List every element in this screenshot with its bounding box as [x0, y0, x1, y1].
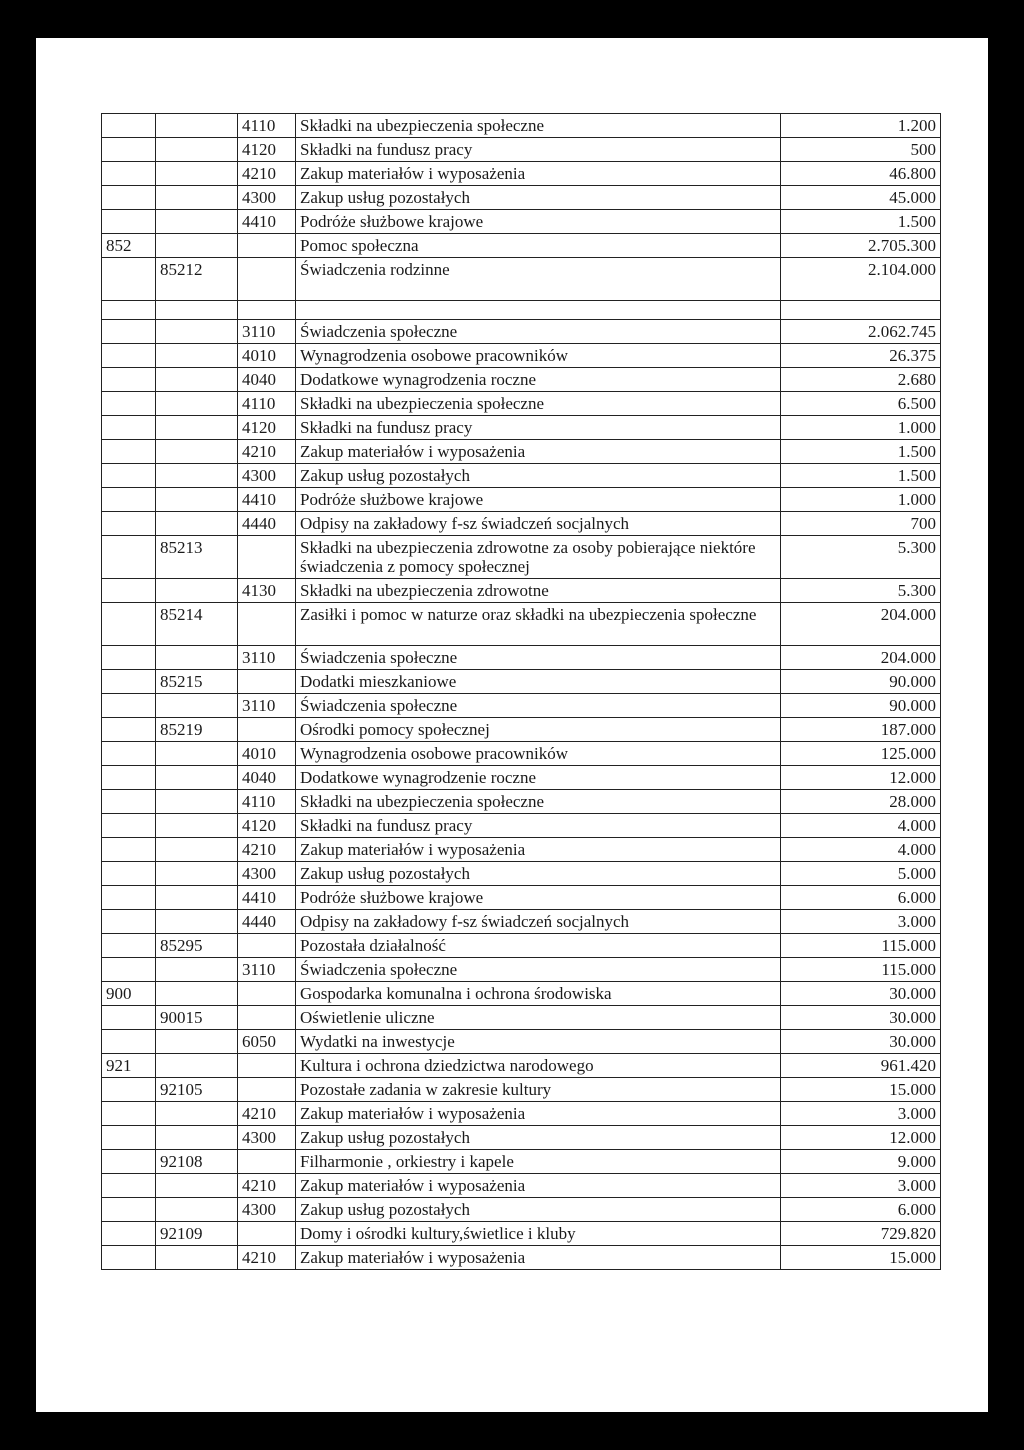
rozdzial-cell	[156, 392, 238, 416]
table-row	[102, 258, 941, 301]
amount-cell: 46.800	[781, 162, 941, 186]
amount-cell: 961.420	[781, 1054, 941, 1078]
rozdzial-cell: 85219	[156, 718, 238, 742]
table-row	[102, 1126, 941, 1150]
dzial-cell	[102, 138, 156, 162]
rozdzial-cell	[156, 210, 238, 234]
name-cell: Składki na ubezpieczenia społeczne	[296, 114, 781, 138]
rozdzial-cell: 85214	[156, 603, 238, 646]
rozdzial-cell: 85213	[156, 536, 238, 579]
paragraf-cell: 4300	[238, 186, 296, 210]
amount-cell: 1.000	[781, 416, 941, 440]
amount-cell: 2.680	[781, 368, 941, 392]
table-row	[102, 886, 941, 910]
table-row	[102, 1102, 941, 1126]
paragraf-cell: 3110	[238, 694, 296, 718]
amount-cell: 1.200	[781, 114, 941, 138]
rozdzial-cell	[156, 1126, 238, 1150]
rozdzial-cell	[156, 138, 238, 162]
dzial-cell	[102, 1030, 156, 1054]
name-cell: Składki na ubezpieczenia społeczne	[296, 790, 781, 814]
table-row	[102, 862, 941, 886]
rozdzial-cell	[156, 1102, 238, 1126]
dzial-cell	[102, 603, 156, 646]
paragraf-cell: 4210	[238, 838, 296, 862]
dzial-cell	[102, 301, 156, 320]
rozdzial-cell	[156, 862, 238, 886]
table-row	[102, 301, 941, 320]
amount-cell: 3.000	[781, 910, 941, 934]
table-row	[102, 162, 941, 186]
table-row	[102, 579, 941, 603]
rozdzial-cell: 92105	[156, 1078, 238, 1102]
table-row	[102, 416, 941, 440]
dzial-cell: 900	[102, 982, 156, 1006]
table-row	[102, 464, 941, 488]
dzial-cell	[102, 766, 156, 790]
rozdzial-cell: 85215	[156, 670, 238, 694]
paragraf-cell: 4210	[238, 1174, 296, 1198]
name-cell: Świadczenia społeczne	[296, 646, 781, 670]
name-cell	[296, 301, 781, 320]
rozdzial-cell	[156, 766, 238, 790]
dzial-cell	[102, 646, 156, 670]
dzial-cell	[102, 258, 156, 301]
rozdzial-cell: 90015	[156, 1006, 238, 1030]
amount-cell: 5.000	[781, 862, 941, 886]
amount-cell: 4.000	[781, 814, 941, 838]
rozdzial-cell	[156, 488, 238, 512]
dzial-cell	[102, 1006, 156, 1030]
name-cell: Zakup usług pozostałych	[296, 186, 781, 210]
amount-cell: 15.000	[781, 1078, 941, 1102]
paragraf-cell: 4410	[238, 886, 296, 910]
dzial-cell	[102, 694, 156, 718]
amount-cell: 6.500	[781, 392, 941, 416]
table-row	[102, 1246, 941, 1270]
name-cell: Filharmonie , orkiestry i kapele	[296, 1150, 781, 1174]
name-cell: Domy i ośrodki kultury,świetlice i kluby	[296, 1222, 781, 1246]
rozdzial-cell	[156, 320, 238, 344]
amount-cell: 5.300	[781, 579, 941, 603]
name-cell: Zakup usług pozostałych	[296, 464, 781, 488]
paragraf-cell	[238, 301, 296, 320]
amount-cell: 115.000	[781, 958, 941, 982]
rozdzial-cell	[156, 1054, 238, 1078]
amount-cell: 90.000	[781, 670, 941, 694]
table-row	[102, 646, 941, 670]
table-row	[102, 694, 941, 718]
rozdzial-cell	[156, 694, 238, 718]
dzial-cell	[102, 1102, 156, 1126]
dzial-cell: 852	[102, 234, 156, 258]
table-row	[102, 320, 941, 344]
amount-cell: 30.000	[781, 1030, 941, 1054]
table-row	[102, 1006, 941, 1030]
rozdzial-cell	[156, 464, 238, 488]
paragraf-cell: 4300	[238, 464, 296, 488]
dzial-cell	[102, 862, 156, 886]
name-cell: Dodatkowe wynagrodzenia roczne	[296, 368, 781, 392]
dzial-cell	[102, 670, 156, 694]
dzial-cell	[102, 579, 156, 603]
paragraf-cell	[238, 1222, 296, 1246]
name-cell: Kultura i ochrona dziedzictwa narodowego	[296, 1054, 781, 1078]
dzial-cell	[102, 210, 156, 234]
dzial-cell	[102, 1222, 156, 1246]
table-row	[102, 766, 941, 790]
table-row	[102, 186, 941, 210]
paragraf-cell: 4110	[238, 790, 296, 814]
table-row	[102, 512, 941, 536]
paragraf-cell	[238, 536, 296, 579]
paragraf-cell: 4040	[238, 368, 296, 392]
table-row	[102, 210, 941, 234]
dzial-cell	[102, 440, 156, 464]
dzial-cell	[102, 1246, 156, 1270]
table-row	[102, 1174, 941, 1198]
dzial-cell	[102, 742, 156, 766]
rozdzial-cell	[156, 416, 238, 440]
amount-cell: 28.000	[781, 790, 941, 814]
table-row	[102, 814, 941, 838]
table-row	[102, 392, 941, 416]
table-row	[102, 1030, 941, 1054]
amount-cell: 115.000	[781, 934, 941, 958]
dzial-cell	[102, 368, 156, 392]
dzial-cell	[102, 934, 156, 958]
amount-cell: 125.000	[781, 742, 941, 766]
name-cell: Składki na ubezpieczenia zdrowotne za osoby pobierające niektóre świadczenia z pomocy społecznej	[296, 536, 781, 579]
rozdzial-cell: 85295	[156, 934, 238, 958]
amount-cell: 500	[781, 138, 941, 162]
amount-cell: 729.820	[781, 1222, 941, 1246]
rozdzial-cell	[156, 1246, 238, 1270]
name-cell: Zakup usług pozostałych	[296, 1126, 781, 1150]
paragraf-cell	[238, 934, 296, 958]
rozdzial-cell	[156, 1174, 238, 1198]
rozdzial-cell	[156, 186, 238, 210]
dzial-cell	[102, 416, 156, 440]
dzial-cell	[102, 512, 156, 536]
rozdzial-cell	[156, 1198, 238, 1222]
dzial-cell	[102, 1126, 156, 1150]
amount-cell: 204.000	[781, 603, 941, 646]
dzial-cell	[102, 1198, 156, 1222]
dzial-cell	[102, 320, 156, 344]
paragraf-cell	[238, 1078, 296, 1102]
rozdzial-cell	[156, 790, 238, 814]
rozdzial-cell	[156, 982, 238, 1006]
name-cell: Wynagrodzenia osobowe pracowników	[296, 742, 781, 766]
name-cell: Gospodarka komunalna i ochrona środowiska	[296, 982, 781, 1006]
paragraf-cell: 4120	[238, 416, 296, 440]
rozdzial-cell	[156, 512, 238, 536]
name-cell: Pomoc społeczna	[296, 234, 781, 258]
paragraf-cell	[238, 258, 296, 301]
paragraf-cell: 4010	[238, 742, 296, 766]
table-row	[102, 1054, 941, 1078]
table-row	[102, 718, 941, 742]
rozdzial-cell	[156, 579, 238, 603]
paragraf-cell: 4120	[238, 814, 296, 838]
budget-table	[101, 113, 941, 1270]
dzial-cell	[102, 838, 156, 862]
paragraf-cell	[238, 1150, 296, 1174]
amount-cell: 204.000	[781, 646, 941, 670]
paragraf-cell: 4440	[238, 512, 296, 536]
paragraf-cell	[238, 603, 296, 646]
rozdzial-cell	[156, 114, 238, 138]
paragraf-cell: 4210	[238, 440, 296, 464]
name-cell: Świadczenia społeczne	[296, 320, 781, 344]
paragraf-cell: 4210	[238, 1102, 296, 1126]
rozdzial-cell: 92108	[156, 1150, 238, 1174]
rozdzial-cell: 92109	[156, 1222, 238, 1246]
rozdzial-cell	[156, 344, 238, 368]
table-row	[102, 488, 941, 512]
amount-cell: 187.000	[781, 718, 941, 742]
dzial-cell	[102, 1078, 156, 1102]
paragraf-cell	[238, 1006, 296, 1030]
name-cell: Świadczenia rodzinne	[296, 258, 781, 301]
dzial-cell	[102, 162, 156, 186]
name-cell: Świadczenia społeczne	[296, 694, 781, 718]
paragraf-cell: 4210	[238, 1246, 296, 1270]
table-row	[102, 670, 941, 694]
rozdzial-cell	[156, 162, 238, 186]
name-cell: Składki na ubezpieczenia zdrowotne	[296, 579, 781, 603]
amount-cell: 4.000	[781, 838, 941, 862]
name-cell: Zakup materiałów i wyposażenia	[296, 440, 781, 464]
name-cell: Zakup materiałów i wyposażenia	[296, 1246, 781, 1270]
amount-cell: 3.000	[781, 1174, 941, 1198]
table-row	[102, 910, 941, 934]
name-cell: Wynagrodzenia osobowe pracowników	[296, 344, 781, 368]
rozdzial-cell	[156, 646, 238, 670]
dzial-cell	[102, 886, 156, 910]
paragraf-cell: 3110	[238, 320, 296, 344]
amount-cell: 9.000	[781, 1150, 941, 1174]
table-row	[102, 603, 941, 646]
table-row	[102, 934, 941, 958]
name-cell: Odpisy na zakładowy f-sz świadczeń socjalnych	[296, 910, 781, 934]
name-cell: Zakup materiałów i wyposażenia	[296, 1102, 781, 1126]
table-row	[102, 440, 941, 464]
paragraf-cell	[238, 234, 296, 258]
paragraf-cell: 3110	[238, 958, 296, 982]
table-row	[102, 536, 941, 579]
amount-cell: 45.000	[781, 186, 941, 210]
amount-cell: 6.000	[781, 1198, 941, 1222]
dzial-cell	[102, 344, 156, 368]
rozdzial-cell	[156, 958, 238, 982]
name-cell: Pozostała działalność	[296, 934, 781, 958]
dzial-cell	[102, 114, 156, 138]
name-cell: Wydatki na inwestycje	[296, 1030, 781, 1054]
paragraf-cell: 4300	[238, 1126, 296, 1150]
paragraf-cell: 4410	[238, 210, 296, 234]
amount-cell: 1.500	[781, 464, 941, 488]
dzial-cell	[102, 186, 156, 210]
rozdzial-cell: 85212	[156, 258, 238, 301]
rozdzial-cell	[156, 301, 238, 320]
paragraf-cell: 6050	[238, 1030, 296, 1054]
amount-cell: 1.500	[781, 440, 941, 464]
name-cell: Składki na ubezpieczenia społeczne	[296, 392, 781, 416]
name-cell: Ośrodki pomocy społecznej	[296, 718, 781, 742]
rozdzial-cell	[156, 886, 238, 910]
rozdzial-cell	[156, 368, 238, 392]
amount-cell: 2.062.745	[781, 320, 941, 344]
name-cell: Świadczenia społeczne	[296, 958, 781, 982]
dzial-cell: 921	[102, 1054, 156, 1078]
name-cell: Zakup materiałów i wyposażenia	[296, 1174, 781, 1198]
table-row	[102, 114, 941, 138]
dzial-cell	[102, 814, 156, 838]
name-cell: Podróże służbowe krajowe	[296, 886, 781, 910]
paragraf-cell: 3110	[238, 646, 296, 670]
amount-cell: 15.000	[781, 1246, 941, 1270]
paragraf-cell: 4210	[238, 162, 296, 186]
name-cell: Składki na fundusz pracy	[296, 138, 781, 162]
table-row	[102, 838, 941, 862]
table-row	[102, 1198, 941, 1222]
rozdzial-cell	[156, 742, 238, 766]
amount-cell: 700	[781, 512, 941, 536]
amount-cell: 12.000	[781, 766, 941, 790]
name-cell: Odpisy na zakładowy f-sz świadczeń socjalnych	[296, 512, 781, 536]
name-cell: Zakup materiałów i wyposażenia	[296, 838, 781, 862]
dzial-cell	[102, 464, 156, 488]
paragraf-cell: 4110	[238, 114, 296, 138]
paragraf-cell: 4440	[238, 910, 296, 934]
rozdzial-cell	[156, 814, 238, 838]
rozdzial-cell	[156, 838, 238, 862]
amount-cell: 2.705.300	[781, 234, 941, 258]
name-cell: Podróże służbowe krajowe	[296, 488, 781, 512]
table-row	[102, 742, 941, 766]
dzial-cell	[102, 790, 156, 814]
paragraf-cell: 4300	[238, 862, 296, 886]
amount-cell: 1.000	[781, 488, 941, 512]
name-cell: Składki na fundusz pracy	[296, 814, 781, 838]
paragraf-cell: 4410	[238, 488, 296, 512]
table-row	[102, 138, 941, 162]
amount-cell: 6.000	[781, 886, 941, 910]
amount-cell: 1.500	[781, 210, 941, 234]
rozdzial-cell	[156, 1030, 238, 1054]
budget-table-body	[102, 114, 941, 1270]
rozdzial-cell	[156, 440, 238, 464]
table-row	[102, 1222, 941, 1246]
dzial-cell	[102, 958, 156, 982]
name-cell: Oświetlenie uliczne	[296, 1006, 781, 1030]
table-row	[102, 1078, 941, 1102]
amount-cell: 30.000	[781, 982, 941, 1006]
name-cell: Podróże służbowe krajowe	[296, 210, 781, 234]
name-cell: Zakup usług pozostałych	[296, 1198, 781, 1222]
rozdzial-cell	[156, 910, 238, 934]
name-cell: Pozostałe zadania w zakresie kultury	[296, 1078, 781, 1102]
amount-cell	[781, 301, 941, 320]
paragraf-cell: 4040	[238, 766, 296, 790]
paragraf-cell: 4110	[238, 392, 296, 416]
paragraf-cell: 4300	[238, 1198, 296, 1222]
paragraf-cell	[238, 670, 296, 694]
table-row	[102, 958, 941, 982]
paragraf-cell: 4010	[238, 344, 296, 368]
table-row	[102, 368, 941, 392]
dzial-cell	[102, 910, 156, 934]
paragraf-cell	[238, 1054, 296, 1078]
name-cell: Zakup materiałów i wyposażenia	[296, 162, 781, 186]
name-cell: Składki na fundusz pracy	[296, 416, 781, 440]
amount-cell: 12.000	[781, 1126, 941, 1150]
dzial-cell	[102, 718, 156, 742]
paragraf-cell: 4130	[238, 579, 296, 603]
name-cell: Dodatkowe wynagrodzenie roczne	[296, 766, 781, 790]
table-row	[102, 790, 941, 814]
paragraf-cell	[238, 982, 296, 1006]
document-page	[36, 38, 988, 1412]
dzial-cell	[102, 488, 156, 512]
amount-cell: 3.000	[781, 1102, 941, 1126]
name-cell: Zasiłki i pomoc w naturze oraz składki na ubezpieczenia społeczne	[296, 603, 781, 646]
amount-cell: 26.375	[781, 344, 941, 368]
amount-cell: 30.000	[781, 1006, 941, 1030]
paragraf-cell	[238, 718, 296, 742]
table-row	[102, 1150, 941, 1174]
dzial-cell	[102, 392, 156, 416]
name-cell: Dodatki mieszkaniowe	[296, 670, 781, 694]
amount-cell: 2.104.000	[781, 258, 941, 301]
paragraf-cell: 4120	[238, 138, 296, 162]
table-row	[102, 344, 941, 368]
amount-cell: 5.300	[781, 536, 941, 579]
rozdzial-cell	[156, 234, 238, 258]
amount-cell: 90.000	[781, 694, 941, 718]
dzial-cell	[102, 536, 156, 579]
table-row	[102, 982, 941, 1006]
dzial-cell	[102, 1150, 156, 1174]
table-row	[102, 234, 941, 258]
dzial-cell	[102, 1174, 156, 1198]
name-cell: Zakup usług pozostałych	[296, 862, 781, 886]
